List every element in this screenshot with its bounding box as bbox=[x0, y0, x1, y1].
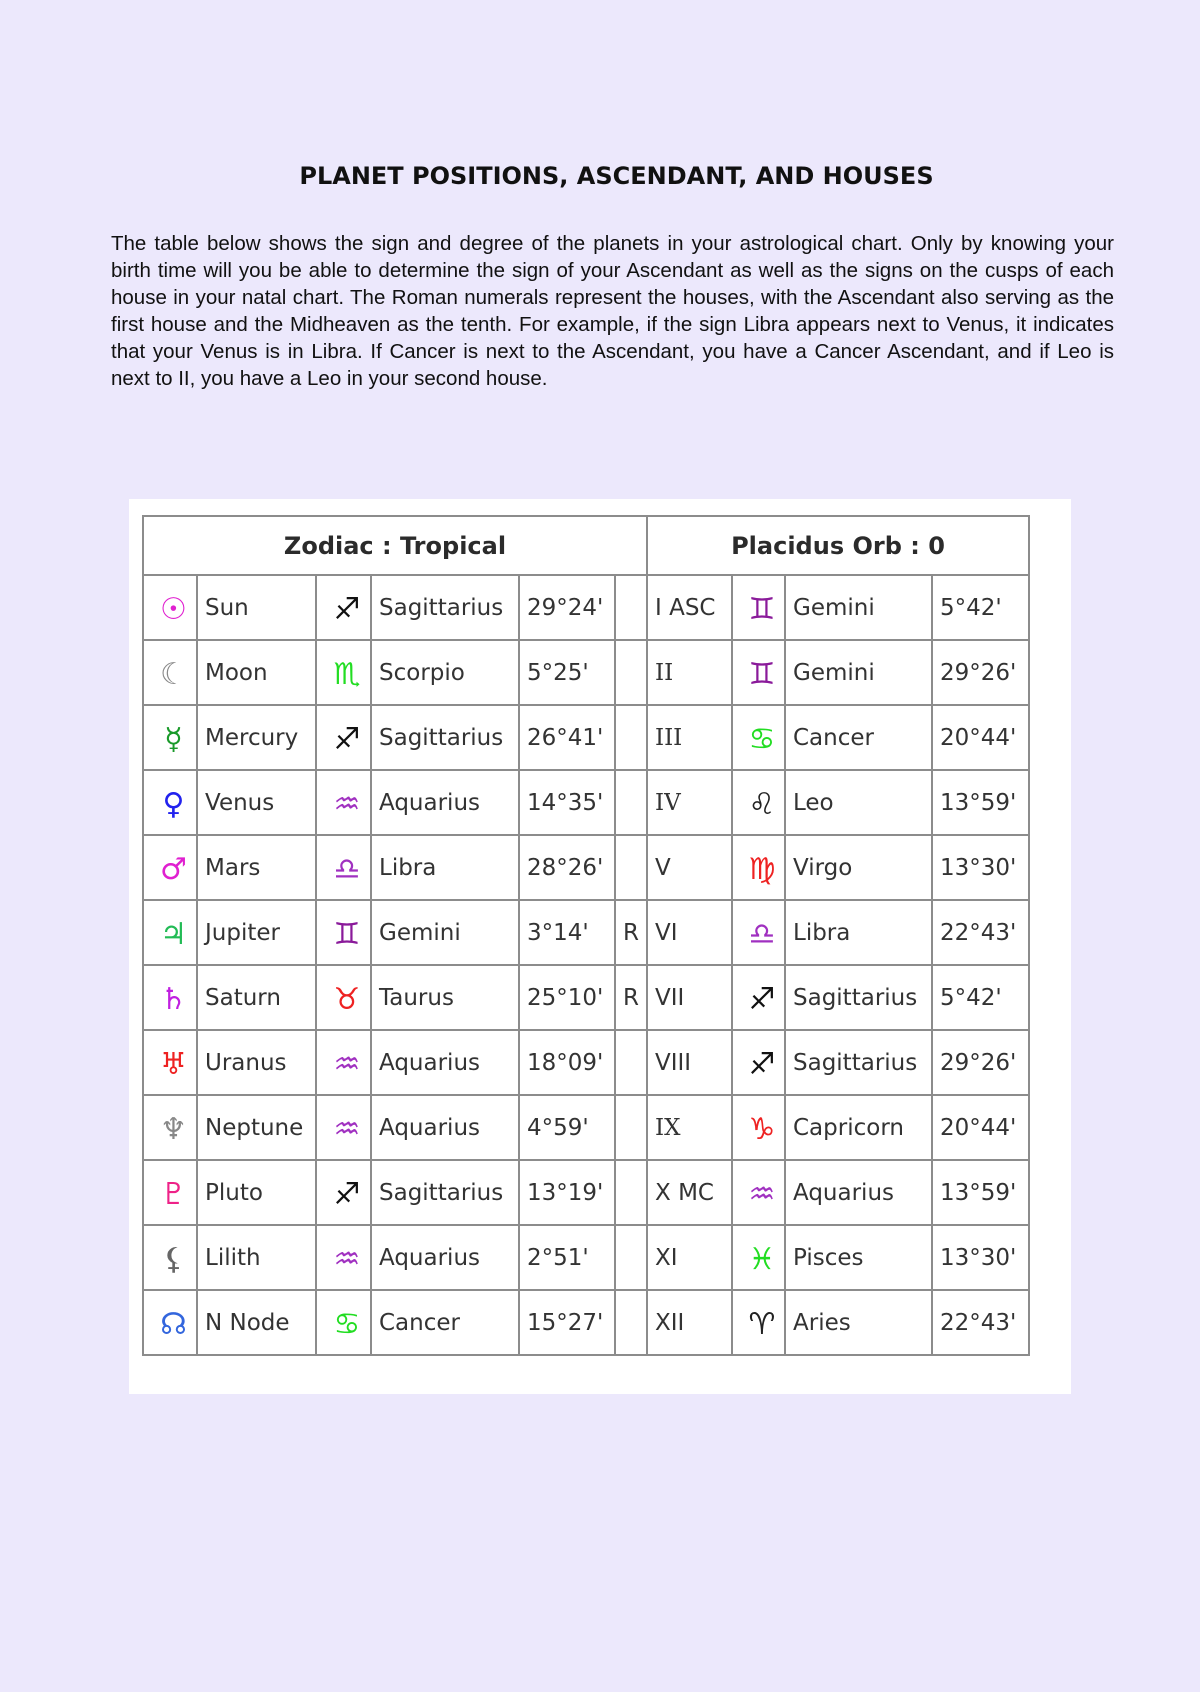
planet-glyph-cell bbox=[143, 965, 197, 1030]
sign-glyph-cell bbox=[316, 770, 371, 835]
retrograde-flag: R bbox=[615, 965, 647, 1030]
retrograde-flag bbox=[615, 770, 647, 835]
sign-name: Sagittarius bbox=[371, 705, 519, 770]
retrograde-flag bbox=[615, 1030, 647, 1095]
saturn-icon: ♄ bbox=[160, 981, 187, 1017]
aquarius-icon: ♒ bbox=[333, 1241, 361, 1277]
planet-name: Uranus bbox=[197, 1030, 316, 1095]
house-label: IX bbox=[647, 1095, 732, 1160]
planet-glyph-cell bbox=[143, 835, 197, 900]
sign-glyph-cell bbox=[316, 1290, 371, 1355]
cancer-icon: ♋ bbox=[333, 1306, 361, 1342]
house-sign-name: Libra bbox=[785, 900, 932, 965]
table-row bbox=[143, 900, 1029, 965]
house-sign-name: Sagittarius bbox=[785, 1030, 932, 1095]
aries-icon: ♈ bbox=[748, 1306, 776, 1342]
planet-degree: 3°14' bbox=[519, 900, 615, 965]
planet-glyph-cell bbox=[143, 1290, 197, 1355]
house-sign-name: Virgo bbox=[785, 835, 932, 900]
sign-name: Aquarius bbox=[371, 1095, 519, 1160]
sign-name: Sagittarius bbox=[371, 575, 519, 640]
pisces-icon: ♓ bbox=[748, 1241, 776, 1277]
cancer-icon: ♋ bbox=[748, 721, 776, 757]
zodiac-header: Zodiac : Tropical bbox=[143, 516, 647, 575]
planet-degree: 13°19' bbox=[519, 1160, 615, 1225]
planet-glyph-cell bbox=[143, 770, 197, 835]
intro-paragraph: The table below shows the sign and degree of the planets in your astrological chart. Only by knowing your birth time will you be able to determine the sign of your Ascendant as well as the signs on the cusps of each house in your natal chart. The Roman numerals represent the houses, with the Ascendant also serving as the first house and the Midheaven as the tenth. For example, if the sign Libra appears next to Venus, it indicates that your Venus is in Libra. If Cancer is next to the Ascendant, you have a Cancer Ascendant, and if Leo is next to II, you have a Leo in your second house. bbox=[111, 232, 1114, 390]
taurus-icon: ♉ bbox=[333, 981, 361, 1017]
planet-glyph-cell bbox=[143, 705, 197, 770]
planet-name: Mars bbox=[197, 835, 316, 900]
gemini-icon: ♊ bbox=[748, 656, 776, 692]
house-degree: 22°43' bbox=[932, 900, 1029, 965]
jupiter-icon: ♃ bbox=[160, 916, 187, 952]
virgo-icon: ♍ bbox=[748, 851, 776, 887]
planet-degree: 18°09' bbox=[519, 1030, 615, 1095]
house-degree: 13°30' bbox=[932, 1225, 1029, 1290]
sign-glyph-cell bbox=[316, 965, 371, 1030]
planet-degree: 14°35' bbox=[519, 770, 615, 835]
sign-name: Taurus bbox=[371, 965, 519, 1030]
table-row bbox=[143, 575, 1029, 640]
house-label: X MC bbox=[647, 1160, 732, 1225]
aquarius-icon: ♒ bbox=[333, 786, 361, 822]
moon-icon: ☾ bbox=[160, 656, 187, 692]
planet-glyph-cell bbox=[143, 1030, 197, 1095]
planet-name: Moon bbox=[197, 640, 316, 705]
house-sign-name: Pisces bbox=[785, 1225, 932, 1290]
sign-glyph-cell bbox=[316, 1160, 371, 1225]
sign-glyph-cell bbox=[316, 1095, 371, 1160]
planet-name: Jupiter bbox=[197, 900, 316, 965]
house-sign-glyph-cell bbox=[732, 1030, 785, 1095]
table-row bbox=[143, 835, 1029, 900]
planet-glyph-cell bbox=[143, 1160, 197, 1225]
house-sign-name: Sagittarius bbox=[785, 965, 932, 1030]
house-degree: 13°59' bbox=[932, 1160, 1029, 1225]
sign-name: Libra bbox=[371, 835, 519, 900]
planet-glyph-cell bbox=[143, 900, 197, 965]
sign-name: Aquarius bbox=[371, 1225, 519, 1290]
retrograde-flag bbox=[615, 1160, 647, 1225]
house-label: I ASC bbox=[647, 575, 732, 640]
house-sign-glyph-cell bbox=[732, 1095, 785, 1160]
sagittarius-icon: ♐ bbox=[748, 981, 776, 1017]
sign-name: Sagittarius bbox=[371, 1160, 519, 1225]
planet-glyph-cell bbox=[143, 640, 197, 705]
table-row bbox=[143, 705, 1029, 770]
house-sign-glyph-cell bbox=[732, 835, 785, 900]
gemini-icon: ♊ bbox=[333, 916, 361, 952]
house-sign-name: Aquarius bbox=[785, 1160, 932, 1225]
sagittarius-icon: ♐ bbox=[333, 721, 361, 757]
house-sign-glyph-cell bbox=[732, 1290, 785, 1355]
house-sign-name: Aries bbox=[785, 1290, 932, 1355]
house-sign-name: Gemini bbox=[785, 575, 932, 640]
sign-name: Scorpio bbox=[371, 640, 519, 705]
house-sign-name: Cancer bbox=[785, 705, 932, 770]
uranus-icon: ♅ bbox=[160, 1046, 187, 1082]
table-row bbox=[143, 770, 1029, 835]
house-label: III bbox=[647, 705, 732, 770]
sign-glyph-cell bbox=[316, 575, 371, 640]
planet-degree: 28°26' bbox=[519, 835, 615, 900]
retrograde-flag bbox=[615, 575, 647, 640]
sign-glyph-cell bbox=[316, 900, 371, 965]
table-row bbox=[143, 965, 1029, 1030]
table-row bbox=[143, 640, 1029, 705]
table-row bbox=[143, 1030, 1029, 1095]
house-sign-glyph-cell bbox=[732, 900, 785, 965]
house-sign-glyph-cell bbox=[732, 965, 785, 1030]
house-label: VIII bbox=[647, 1030, 732, 1095]
house-label: VI bbox=[647, 900, 732, 965]
planet-name: N Node bbox=[197, 1290, 316, 1355]
neptune-icon: ♆ bbox=[160, 1111, 187, 1147]
house-label: V bbox=[647, 835, 732, 900]
scorpio-icon: ♏ bbox=[333, 656, 361, 692]
house-degree: 5°42' bbox=[932, 575, 1029, 640]
planet-degree: 26°41' bbox=[519, 705, 615, 770]
sign-name: Gemini bbox=[371, 900, 519, 965]
retrograde-flag bbox=[615, 1290, 647, 1355]
sagittarius-icon: ♐ bbox=[748, 1046, 776, 1082]
house-label: XII bbox=[647, 1290, 732, 1355]
leo-icon: ♌ bbox=[748, 786, 776, 822]
page-title: PLANET POSITIONS, ASCENDANT, AND HOUSES bbox=[299, 162, 934, 190]
pluto-icon: ♇ bbox=[160, 1176, 187, 1212]
house-degree: 13°30' bbox=[932, 835, 1029, 900]
sign-glyph-cell bbox=[316, 705, 371, 770]
planet-degree: 4°59' bbox=[519, 1095, 615, 1160]
sign-glyph-cell bbox=[316, 1225, 371, 1290]
libra-icon: ♎ bbox=[748, 916, 776, 952]
house-degree: 5°42' bbox=[932, 965, 1029, 1030]
aquarius-icon: ♒ bbox=[333, 1046, 361, 1082]
retrograde-flag bbox=[615, 705, 647, 770]
house-degree: 29°26' bbox=[932, 1030, 1029, 1095]
house-degree: 22°43' bbox=[932, 1290, 1029, 1355]
house-sign-name: Leo bbox=[785, 770, 932, 835]
mars-icon: ♂ bbox=[160, 851, 187, 887]
sagittarius-icon: ♐ bbox=[333, 1176, 361, 1212]
planet-name: Lilith bbox=[197, 1225, 316, 1290]
planet-name: Sun bbox=[197, 575, 316, 640]
sagittarius-icon: ♐ bbox=[333, 591, 361, 627]
planet-name: Saturn bbox=[197, 965, 316, 1030]
north-node-icon: ☊ bbox=[160, 1306, 187, 1342]
retrograde-flag bbox=[615, 835, 647, 900]
planet-glyph-cell bbox=[143, 575, 197, 640]
planet-name: Neptune bbox=[197, 1095, 316, 1160]
house-label: XI bbox=[647, 1225, 732, 1290]
house-label: II bbox=[647, 640, 732, 705]
retrograde-flag bbox=[615, 1225, 647, 1290]
retrograde-flag bbox=[615, 640, 647, 705]
sign-name: Cancer bbox=[371, 1290, 519, 1355]
chart-table-panel bbox=[129, 499, 1071, 1394]
planet-name: Mercury bbox=[197, 705, 316, 770]
sign-name: Aquarius bbox=[371, 1030, 519, 1095]
planet-name: Pluto bbox=[197, 1160, 316, 1225]
sign-name: Aquarius bbox=[371, 770, 519, 835]
planet-glyph-cell bbox=[143, 1095, 197, 1160]
gemini-icon: ♊ bbox=[748, 591, 776, 627]
capricorn-icon: ♑ bbox=[748, 1111, 776, 1147]
table-header-row bbox=[143, 516, 1029, 575]
retrograde-flag bbox=[615, 1095, 647, 1160]
house-system-header: Placidus Orb : 0 bbox=[647, 516, 1029, 575]
house-sign-name: Capricorn bbox=[785, 1095, 932, 1160]
table-row bbox=[143, 1225, 1029, 1290]
house-degree: 20°44' bbox=[932, 1095, 1029, 1160]
house-sign-glyph-cell bbox=[732, 705, 785, 770]
house-degree: 29°26' bbox=[932, 640, 1029, 705]
aquarius-icon: ♒ bbox=[333, 1111, 361, 1147]
retrograde-flag: R bbox=[615, 900, 647, 965]
lilith-icon: ⚸ bbox=[162, 1241, 185, 1277]
sign-glyph-cell bbox=[316, 835, 371, 900]
planet-degree: 15°27' bbox=[519, 1290, 615, 1355]
house-label: VII bbox=[647, 965, 732, 1030]
planet-house-table bbox=[142, 515, 1030, 1356]
house-sign-glyph-cell bbox=[732, 1160, 785, 1225]
table-row bbox=[143, 1095, 1029, 1160]
planet-degree: 5°25' bbox=[519, 640, 615, 705]
planet-degree: 29°24' bbox=[519, 575, 615, 640]
house-sign-glyph-cell bbox=[732, 1225, 785, 1290]
table-row bbox=[143, 1290, 1029, 1355]
house-sign-name: Gemini bbox=[785, 640, 932, 705]
sign-glyph-cell bbox=[316, 640, 371, 705]
house-sign-glyph-cell bbox=[732, 575, 785, 640]
planet-degree: 2°51' bbox=[519, 1225, 615, 1290]
venus-icon: ♀ bbox=[162, 786, 185, 822]
table-row bbox=[143, 1160, 1029, 1225]
aquarius-icon: ♒ bbox=[748, 1176, 776, 1212]
house-degree: 20°44' bbox=[932, 705, 1029, 770]
sun-icon: ☉ bbox=[160, 591, 187, 627]
mercury-icon: ☿ bbox=[164, 721, 183, 757]
planet-degree: 25°10' bbox=[519, 965, 615, 1030]
house-sign-glyph-cell bbox=[732, 770, 785, 835]
house-degree: 13°59' bbox=[932, 770, 1029, 835]
sign-glyph-cell bbox=[316, 1030, 371, 1095]
planet-glyph-cell bbox=[143, 1225, 197, 1290]
house-sign-glyph-cell bbox=[732, 640, 785, 705]
planet-name: Venus bbox=[197, 770, 316, 835]
house-label: IV bbox=[647, 770, 732, 835]
libra-icon: ♎ bbox=[333, 851, 361, 887]
